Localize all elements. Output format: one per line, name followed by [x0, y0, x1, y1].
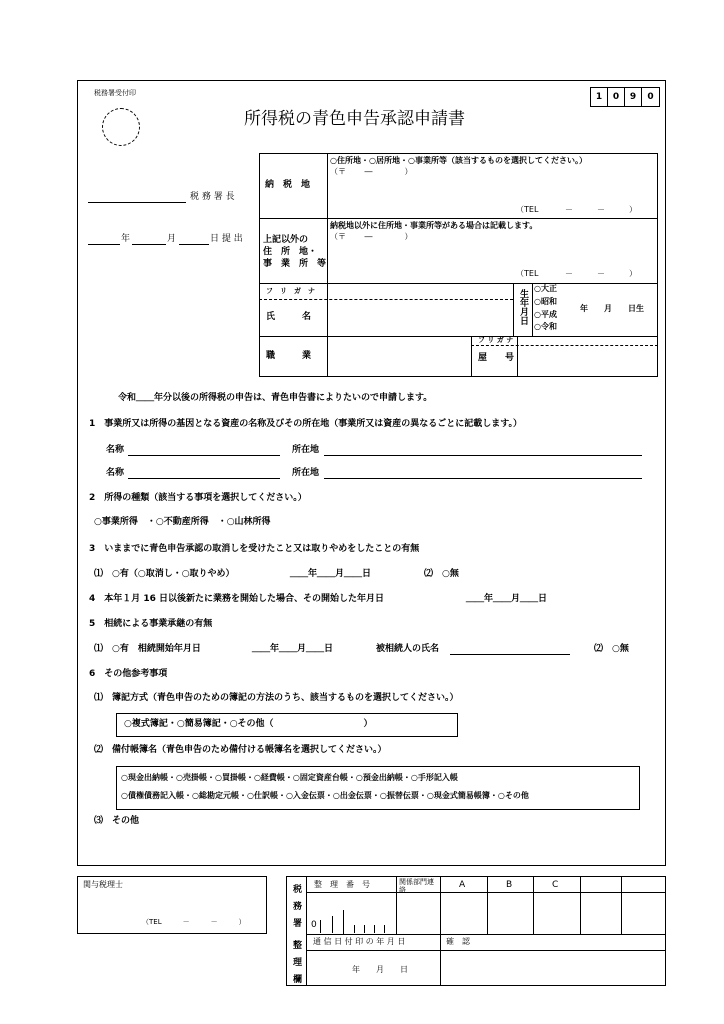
- date-month-line[interactable]: [132, 244, 166, 245]
- s3-date[interactable]: ＿＿年＿＿月＿＿日: [290, 569, 372, 579]
- tax-accountant-tel[interactable]: （TEL － － ）: [142, 918, 246, 926]
- section-4-title: 4 本年１月 16 日以後新たに業務を開始した場合、その開始した年月日: [89, 594, 385, 604]
- s4-date[interactable]: ＿＿年＿＿月＿＿日: [466, 594, 548, 604]
- era-heisei[interactable]: ○平成: [534, 310, 557, 319]
- date-month-label: 月: [167, 234, 177, 244]
- seiri-bango-label: 整 理 番 号: [314, 880, 370, 889]
- tsushin-ymd: 年 月 日: [352, 965, 408, 974]
- seiri-zero: 0: [311, 920, 317, 930]
- other-address-postal[interactable]: （〒 ― ）: [330, 232, 413, 241]
- section-6-title: 6 その他参考事項: [89, 669, 168, 679]
- s5-date[interactable]: ＿＿年＿＿月＿＿日: [252, 644, 334, 654]
- yago-label: 屋 号: [478, 353, 515, 363]
- s3-option-yes[interactable]: ⑴ ○有（○取消し・○取りやめ）: [94, 569, 235, 579]
- form-number-digit: 9: [625, 88, 642, 106]
- tax-place-postal[interactable]: （〒 ― ）: [330, 167, 413, 176]
- yago-furigana-label: フ リ ガ ナ: [478, 336, 514, 344]
- form-number-digit: 1: [591, 88, 608, 106]
- section-1-title: 1 事業所又は所得の基因となる資産の名称及びその所在地（事業所又は資産の異なるごとに記載します。）: [89, 419, 523, 429]
- section-2-title: 2 所得の種類（該当する事項を選択してください。）: [89, 493, 307, 503]
- application-statement: 令和＿＿年分以後の所得税の申告は、青色申告書によりたいので申請します。: [118, 393, 433, 403]
- s1-name-label: 名称: [106, 445, 125, 455]
- s1-name-label: 名称: [106, 468, 125, 478]
- other-address-label-1: 上記以外の: [263, 235, 309, 245]
- tax-office-suffix: 税 務 署 長: [190, 192, 235, 202]
- s1-location-input-1[interactable]: [324, 455, 642, 456]
- stamp-label: 税務署受付印: [94, 89, 136, 97]
- section-5-title: 5 相続による事業承継の有無: [89, 619, 213, 629]
- office-vertical-label-2: 整理欄: [291, 940, 301, 991]
- s6-1-title: ⑴ 簿記方式（青色申告のための簿記の方法のうち、該当するものを選択してください。）: [94, 693, 459, 703]
- s5-option-yes[interactable]: ⑴ ○有 相続開始年月日: [94, 644, 201, 654]
- tax-office-input-line[interactable]: [88, 202, 186, 203]
- s5-heir-input[interactable]: [450, 654, 570, 655]
- s1-name-input-2[interactable]: [128, 478, 280, 479]
- ledger-options-line-2[interactable]: ○債権債務記入帳・○総勘定元帳・○仕訳帳・○入金伝票・○出金伝票・○振替伝票・○現金式簡易帳簿・○その他: [121, 791, 529, 800]
- col-a-label: A: [459, 880, 466, 890]
- era-showa[interactable]: ○昭和: [534, 297, 557, 306]
- date-day-label: 日 提 出: [210, 234, 243, 244]
- kankei-bumon-label: 関係部門連絡: [399, 878, 434, 894]
- page-title: 所得税の青色申告承認申請書: [244, 109, 465, 129]
- tax-place-options[interactable]: ○住所地・○居所地・○事業所等（該当するものを選択してください。）: [330, 156, 587, 165]
- s1-name-input-1[interactable]: [128, 455, 280, 456]
- ledger-options-line-1[interactable]: ○現金出納帳・○売掛帳・○買掛帳・○経費帳・○固定資産台帳・○預金出納帳・○手形記入帳: [121, 773, 458, 782]
- office-vertical-label: 税務署: [291, 884, 301, 935]
- s1-location-label: 所在地: [292, 468, 320, 478]
- s5-option-no[interactable]: ⑵ ○無: [594, 644, 629, 654]
- tax-place-tel[interactable]: （TEL － － ）: [516, 205, 637, 214]
- stamp-circle-icon: [102, 108, 140, 146]
- s3-option-no[interactable]: ⑵ ○無: [424, 569, 459, 579]
- tax-place-label: 納 税 地: [265, 180, 311, 190]
- other-address-label-3: 事 業 所 等: [263, 259, 327, 269]
- other-address-label-2: 住 所 地・: [263, 247, 318, 257]
- s6-3-title: ⑶ その他: [94, 816, 140, 826]
- era-reiwa[interactable]: ○令和: [534, 322, 557, 331]
- s1-location-label: 所在地: [292, 445, 320, 455]
- kakunin-label: 確 認: [446, 937, 470, 946]
- s1-location-input-2[interactable]: [324, 478, 642, 479]
- other-address-tel[interactable]: （TEL － － ）: [516, 269, 637, 278]
- col-c-label: C: [552, 880, 559, 890]
- date-year-line[interactable]: [88, 244, 120, 245]
- tax-accountant-label: 関与税理士: [83, 880, 123, 889]
- form-number-digit: 0: [608, 88, 625, 106]
- occupation-label: 職 業: [266, 351, 312, 361]
- date-year-label: 年: [121, 234, 131, 244]
- furigana-label: フ リ ガ ナ: [266, 287, 315, 295]
- tsushin-label: 通 信 日 付 印 の 年 月 日: [313, 937, 406, 946]
- s2-options[interactable]: ○事業所得 ・○不動産所得 ・○山林所得: [94, 517, 271, 527]
- col-b-label: B: [506, 880, 513, 890]
- s5-heir-label: 被相続人の氏名: [376, 644, 440, 654]
- birth-label: 生年月日: [518, 289, 528, 325]
- birth-ymd: 年 月 日生: [580, 304, 644, 313]
- other-address-note: 納税地以外に住所地・事業所等がある場合は記載します。: [330, 221, 538, 230]
- form-number-digit: 0: [647, 92, 654, 102]
- bookkeeping-options[interactable]: ○複式簿記・○簡易簿記・○その他（ ）: [124, 719, 373, 729]
- section-3-title: 3 いままでに青色申告承認の取消しを受けたこと又は取りやめをしたことの有無: [89, 544, 420, 554]
- date-day-line[interactable]: [179, 244, 209, 245]
- s6-2-title: ⑵ 備付帳簿名（青色申告のため備付ける帳簿名を選択してください。）: [94, 745, 387, 755]
- name-label: 氏 名: [266, 312, 312, 322]
- era-taisho[interactable]: ○大正: [534, 284, 557, 293]
